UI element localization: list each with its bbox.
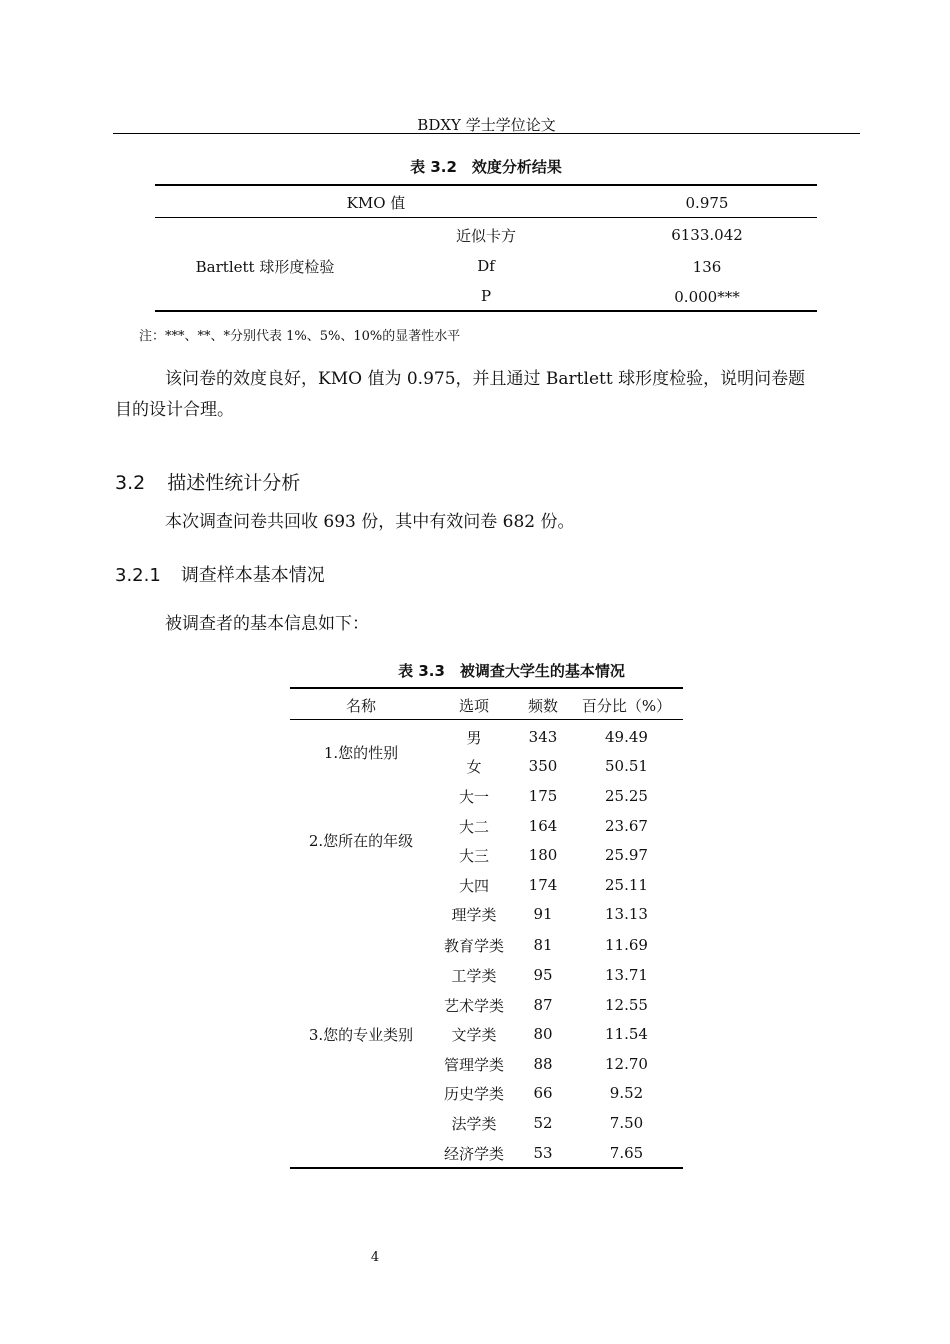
row-count: 91: [533, 905, 553, 923]
row-option: 经济学类: [443, 1145, 504, 1163]
paragraph: 本次调查问卷共回收 693 份，其中有效问卷 682 份。: [165, 512, 575, 532]
row-option: 文学类: [451, 1026, 497, 1044]
page-number: 4: [370, 1250, 380, 1265]
paragraph-line: 目的设计合理。: [115, 400, 234, 420]
row-percent: 23.67: [605, 817, 648, 835]
table-3-2-top-rule: [155, 184, 817, 186]
bartlett-value: 0.000***: [674, 288, 740, 306]
header-rule: [113, 133, 860, 134]
group-name: 3.您的专业类别: [308, 1026, 414, 1044]
row-percent: 49.49: [605, 728, 648, 746]
row-option: 管理学类: [443, 1056, 504, 1074]
row-percent: 13.71: [605, 966, 648, 984]
row-count: 175: [528, 787, 558, 805]
kmo-value: 0.975: [685, 194, 729, 212]
subsection-heading: [115, 561, 325, 587]
row-count: 164: [528, 817, 558, 835]
section-number: 3.2: [115, 472, 146, 494]
subsection-title: 调查样本基本情况: [180, 565, 325, 586]
column-header: 名称: [345, 697, 376, 715]
row-count: 95: [533, 966, 553, 984]
paragraph-line: 该问卷的效度良好，KMO 值为 0.975，并且通过 Bartlett 球形度检验，说明问卷题: [165, 369, 806, 389]
row-percent: 12.70: [605, 1055, 648, 1073]
row-option: 男: [466, 729, 482, 747]
row-count: 180: [528, 846, 558, 864]
column-header: 百分比（%）: [581, 697, 672, 715]
row-option: 大四: [458, 877, 489, 895]
row-count: 87: [533, 996, 553, 1014]
row-count: 52: [533, 1114, 553, 1132]
row-percent: 12.55: [605, 996, 648, 1014]
paragraph: 被调查者的基本信息如下：: [165, 614, 369, 634]
row-percent: 11.69: [605, 936, 648, 954]
table-3-2-caption: 表 3.2 效度分析结果: [410, 158, 562, 176]
row-option: 女: [466, 758, 482, 776]
table-3-2-mid-rule: [155, 217, 817, 218]
row-option: 法学类: [451, 1115, 497, 1133]
row-percent: 7.65: [609, 1144, 644, 1162]
column-header: 选项: [458, 697, 489, 715]
section-title: 描述性统计分析: [167, 472, 301, 494]
kmo-label: KMO 值: [346, 194, 406, 212]
row-count: 88: [533, 1055, 553, 1073]
bartlett-item: 近似卡方: [455, 227, 516, 245]
bartlett-item: P: [480, 287, 492, 305]
row-count: 66: [533, 1084, 553, 1102]
group-name: 1.您的性别: [323, 744, 399, 762]
row-percent: 25.25: [605, 787, 648, 805]
bartlett-value: 136: [692, 258, 722, 276]
row-count: 81: [533, 936, 553, 954]
row-count: 80: [533, 1025, 553, 1043]
row-percent: 13.13: [605, 905, 648, 923]
row-option: 大一: [458, 788, 489, 806]
row-percent: 25.11: [605, 876, 648, 894]
section-heading: [115, 468, 300, 495]
row-percent: 9.52: [609, 1084, 644, 1102]
row-count: 53: [533, 1144, 553, 1162]
bartlett-value: 6133.042: [671, 226, 743, 244]
bartlett-label: Bartlett 球形度检验: [195, 258, 335, 276]
running-header: BDXY 学士学位论文: [417, 116, 556, 134]
row-option: 大二: [458, 818, 489, 836]
row-percent: 50.51: [605, 757, 648, 775]
row-option: 艺术学类: [443, 997, 504, 1015]
table-3-2-note: 注：***、**、*分别代表 1%、5%、10%的显著性水平: [139, 329, 461, 344]
group-name: 2.您所在的年级: [308, 832, 414, 850]
row-option: 教育学类: [443, 937, 504, 955]
column-header: 频数: [527, 697, 558, 715]
row-option: 理学类: [451, 906, 497, 924]
table-3-3-top-rule: [290, 687, 683, 689]
row-option: 历史学类: [443, 1085, 504, 1103]
subsection-number: 3.2.1: [115, 565, 161, 586]
row-percent: 7.50: [609, 1114, 644, 1132]
table-3-2-bottom-rule: [155, 310, 817, 312]
table-3-3-bottom-rule: [290, 1167, 683, 1169]
table-3-3-caption: 表 3.3 被调查大学生的基本情况: [398, 662, 625, 680]
row-count: 174: [528, 876, 558, 894]
row-option: 工学类: [451, 967, 497, 985]
row-count: 343: [528, 728, 558, 746]
row-count: 350: [528, 757, 558, 775]
row-percent: 25.97: [605, 846, 648, 864]
bartlett-item: Df: [477, 257, 495, 275]
row-percent: 11.54: [605, 1025, 648, 1043]
table-3-3-header-rule: [290, 719, 683, 720]
row-option: 大三: [458, 847, 489, 865]
